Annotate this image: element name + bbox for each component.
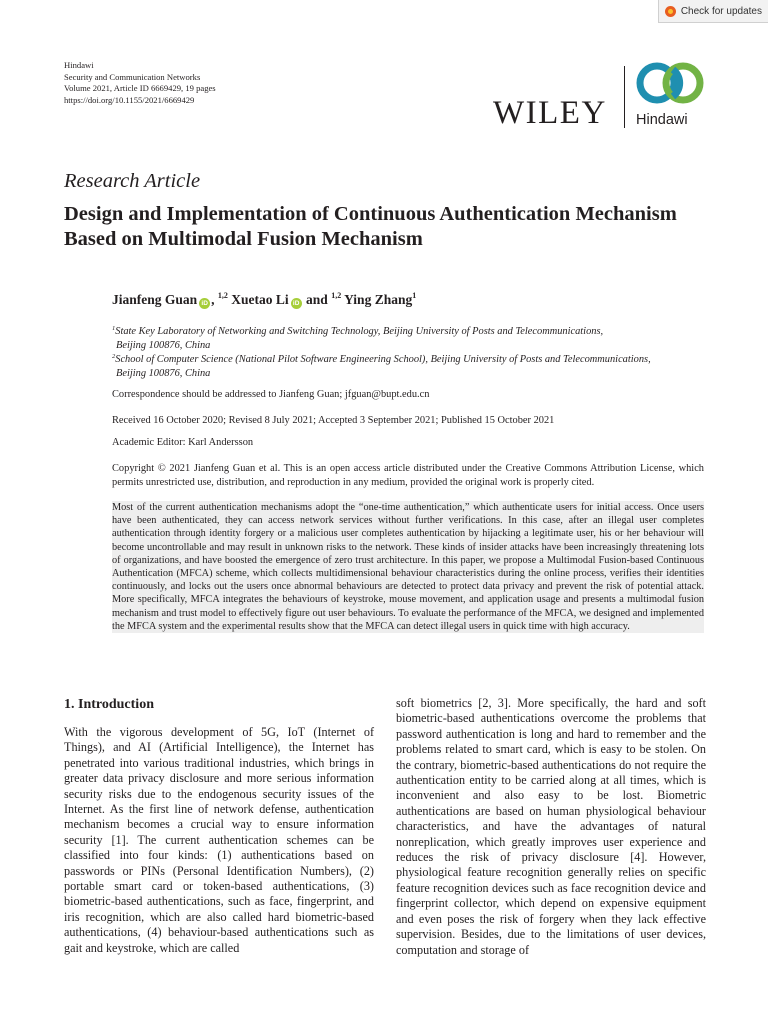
author-name: Xuetao Li — [231, 292, 289, 307]
affiliation-line: State Key Laboratory of Networking and Switching Technology, Beijing University of Posts and Telecommunications, — [115, 326, 604, 337]
logo-divider — [624, 66, 625, 128]
affiliation-number: 1 — [112, 325, 116, 332]
author-list — [112, 291, 416, 309]
body-column-left — [64, 725, 374, 956]
correspondence-line: Correspondence should be addressed to Jianfeng Guan; jfguan@bupt.edu.cn — [112, 389, 430, 400]
journal-name: Security and Communication Networks — [64, 71, 201, 82]
orcid-icon[interactable]: iD — [291, 298, 302, 309]
crossmark-icon — [665, 6, 676, 17]
affiliation-1 — [112, 322, 603, 352]
wiley-logo: WILEY — [493, 95, 607, 131]
author-affiliation-sup: 1,2 — [217, 291, 228, 300]
body-paragraph: With the vigorous development of 5G, IoT (Internet of Things), and AI (Artificial Intelligence), the Internet has penetrated into various traditional industries, which brings in greater data privacy disclosure and more serious information security risks due to the endogenous security issues of the Internet. As the first line of network defense, authentication mechanism becomes a crucial way to ensure information security [1]. The current authentication schemes can be classified into four kinds: (1) authentications based on passwords or PINs (Personal Identification Numbers), (2) portable smart card or token-based authentications, (3) biometric-based authentications, such as face, fingerprint, and iris recognition, which are also called hard biometric-based authentications, (4) behaviour-based authentications such as gait and keystroke, which are called — [64, 725, 374, 955]
author-affiliation-sup: 1 — [412, 291, 417, 300]
body-paragraph: soft biometrics [2, 3]. More specifically, the hard and soft biometric-based authentications overcome the problems that password authentication is long and hard to remember and the problems related to smart card, which is easy to be stolen. On the contrary, biometric-based authentications do not require the authentication entity to be carried along at all times, which is inconvenient and also easy to be lost. Biometric authentications are based on human physiological behaviour characteristics, and have the advantages of natural nonreplication, which greatly improves user experience and reduces the risk of privacy disclosure [4]. However, physiological feature recognition generally relies on specific feature recognition devices such as face recognition device and fingerprint collector, which depend on expensive equipment and even poses the risk of forgery when they lack effective supervision. Besides, due to the limitations of user devices, computation and storage of — [396, 696, 706, 957]
affiliation-line: Beijing 100876, China — [116, 339, 211, 351]
academic-editor-line: Academic Editor: Karl Andersson — [112, 437, 254, 448]
orcid-icon[interactable]: iD — [199, 298, 210, 309]
section-heading: 1. Introduction — [64, 697, 154, 712]
volume-line: Volume 2021, Article ID 6669429, 19 pages — [64, 83, 216, 94]
author-name: Ying Zhang — [344, 292, 413, 307]
check-for-updates-label: Check for updates — [680, 5, 762, 17]
article-type: Research Article — [64, 170, 201, 192]
doi-link[interactable]: https://doi.org/10.1155/2021/6669429 — [64, 95, 195, 106]
hindawi-logo-icon — [635, 60, 707, 106]
copyright-notice: Copyright © 2021 Jianfeng Guan et al. This is an open access article distributed under the Creative Commons Attribution License, which permits unrestricted use, distribution, and reproduction in any medium, provided the original work is properly cited. — [112, 463, 704, 488]
affiliation-line: School of Computer Science (National Pilot Software Engineering School), Beijing University of Posts and Telecommunications, — [115, 354, 651, 365]
body-column-right — [396, 696, 706, 958]
publisher-name: Hindawi — [64, 60, 94, 70]
abstract-block — [112, 501, 704, 633]
dates-line: Received 16 October 2020; Revised 8 July 2021; Accepted 3 September 2021; Published 15 October 2021 — [112, 415, 555, 426]
author-name: Jianfeng Guan — [112, 292, 198, 307]
hindawi-logo-text: Hindawi — [636, 112, 688, 128]
author-separator: , — [211, 292, 218, 307]
affiliation-number: 2 — [112, 353, 116, 360]
journal-info — [64, 60, 216, 107]
affiliation-line: Beijing 100876, China — [116, 367, 211, 379]
affiliation-2 — [112, 350, 651, 380]
author-separator: and — [302, 292, 332, 307]
article-title: Design and Implementation of Continuous Authentication Mechanism Based on Multimodal Fusion Mechanism — [64, 203, 677, 250]
check-for-updates-button[interactable] — [658, 0, 768, 23]
abstract-text: Most of the current authentication mechanisms adopt the “one-time authentication,” which authenticate users for initial access. Once users have been authenticated, they can access network services without further verifications. In this case, after an illegal user completes authentication through identity forgery or a malicious user completes authentication by hijacking a legitimate user, his or her behaviour will become uncontrollable and may result in unknown risks to the network. These kinds of insider attacks have been increasingly threatening lots of organizations, and have boosted the emergence of zero trust architecture. In this paper, we propose a Multimodal Fusion-based Continuous Authentication (MFCA) scheme, which collects multidimensional behaviour characteristics during the online process, verifies their identities continuously, and locks out the users once abnormal behaviours are detected to protect data privacy and prevent the risk of potential attack. More specifically, MFCA integrates the behaviours of keystroke, mouse movement, and application usage and presents a multimodal fusion mechanism and trust model to effectively figure out user behaviours. To evaluate the performance of the MFCA, we designed and implemented the MFCA system and the experimental results show that the MFCA can detect illegal users in quick time with high accuracy. — [112, 502, 704, 632]
author-affiliation-sup: 1,2 — [331, 291, 342, 300]
